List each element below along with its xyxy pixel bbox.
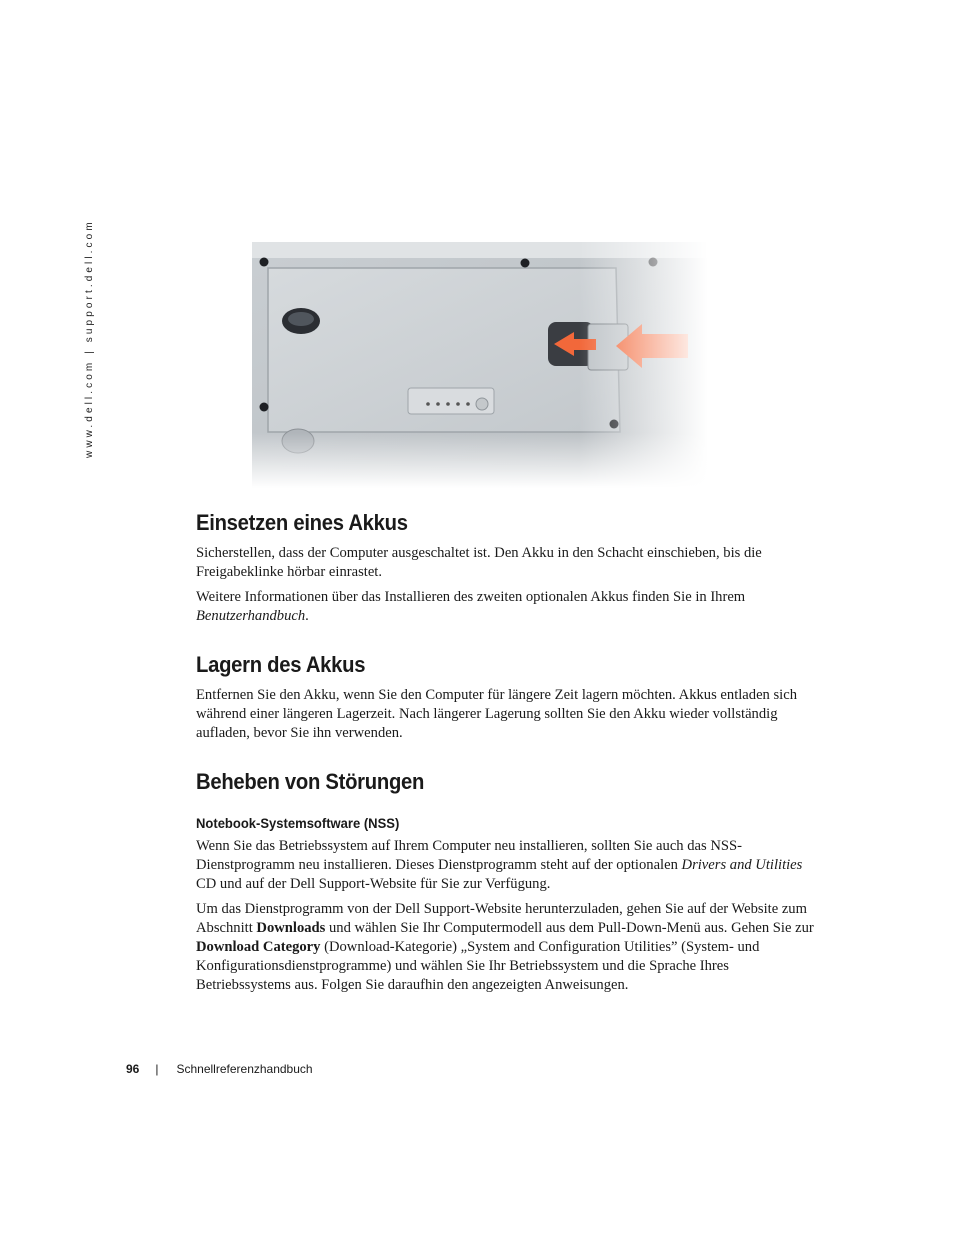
paragraph: Wenn Sie das Betriebssystem auf Ihrem Computer neu installieren, sollten Sie auch das NSS-Dienstprogramm neu installieren. Dieses Dienstprogramm steht auf der optionalen Drivers and Utilities CD und auf der Dell Support-Website für Sie zur Verfügung.	[196, 838, 803, 892]
footer-separator: |	[155, 1062, 159, 1076]
content	[196, 510, 816, 1001]
doc-title: Schnellreferenzhandbuch	[176, 1062, 313, 1076]
bold-ref: Download Category	[196, 939, 321, 955]
bold-ref: Downloads	[256, 920, 326, 936]
paragraph: Sicherstellen, dass der Computer ausgeschaltet ist. Den Akku in den Schacht einschieben, bis die Freigabeklinke hörbar einrastet.	[196, 545, 762, 580]
italic-ref: Benutzerhandbuch	[196, 608, 306, 624]
paragraph: Entfernen Sie den Akku, wenn Sie den Computer für längere Zeit lagern möchten. Akkus entladen sich während einer längeren Lagerzeit. Nach längerer Lagerung sollten Sie den Akku wieder vollständig aufladen, bevor Sie ihn verwenden.	[196, 687, 798, 741]
heading-einsetzen: Einsetzen eines Akkus	[196, 510, 408, 535]
subheading-nss: Notebook-Systemsoftware (NSS)	[196, 815, 400, 831]
footer	[126, 1062, 313, 1076]
italic-ref: Drivers and Utilities	[681, 857, 803, 873]
paragraph: Um das Dienstprogramm von der Dell Support-Website herunterzuladen, gehen Sie auf der Website zum Abschnitt Downloads und wählen Sie Ihr Computermodell aus dem Pull-Down-Menü aus. Gehen Sie zur Download Category (Download-Kategorie) „System and Configuration Utilities” (System- und Konfigurationsdienstprogramme) und wählen Sie Ihr Betriebssystem und die Sprache Ihres Betriebssystems aus. Folgen Sie daraufhin den angezeigten Anweisungen.	[196, 901, 814, 993]
page-number: 96	[126, 1062, 140, 1076]
paragraph: Weitere Informationen über das Installieren des zweiten optionalen Akkus finden Sie in Ihrem Benutzerhandbuch.	[196, 589, 746, 624]
heading-beheben: Beheben von Störungen	[196, 769, 425, 794]
heading-lagern: Lagern des Akkus	[196, 652, 366, 677]
battery-illustration	[248, 236, 708, 488]
side-url: www.dell.com | support.dell.com	[84, 219, 95, 458]
